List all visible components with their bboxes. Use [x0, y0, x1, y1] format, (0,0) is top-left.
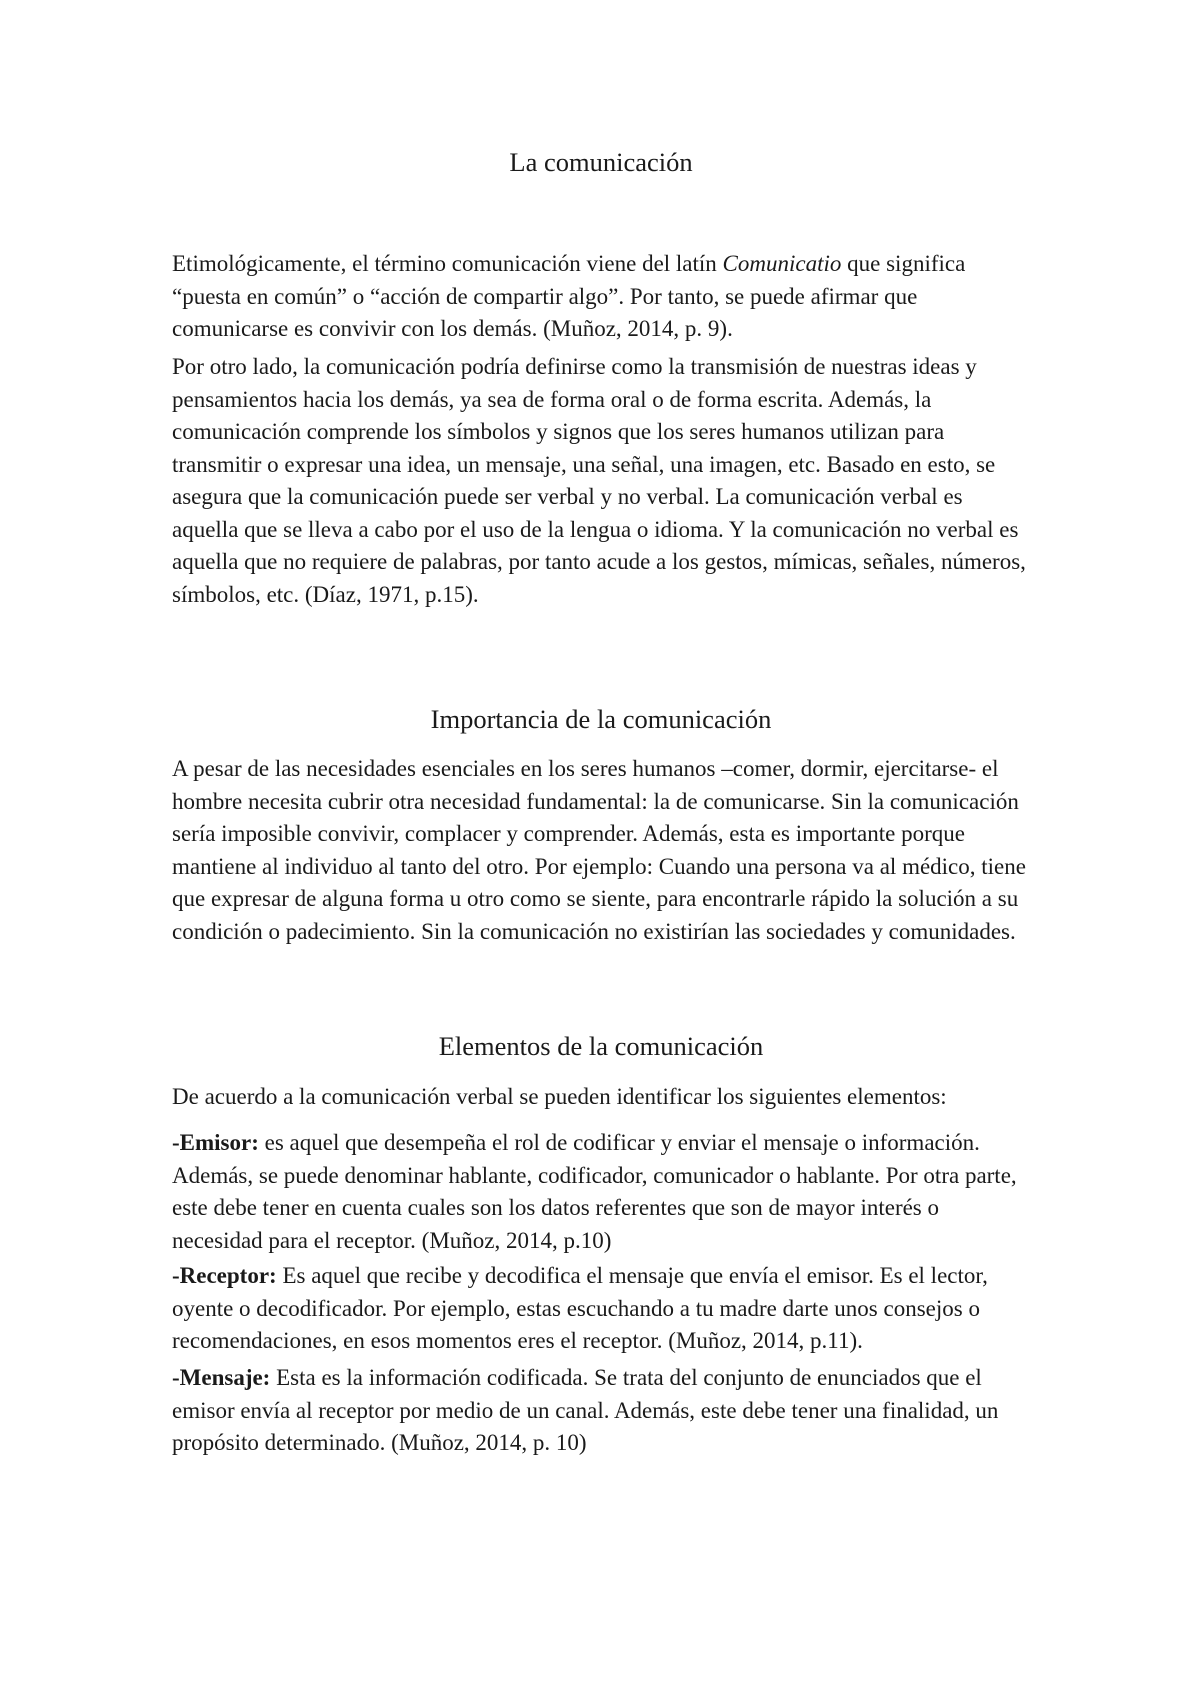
- latin-term: Comunicatio: [722, 251, 842, 276]
- etymology-paragraph: [172, 248, 1030, 346]
- element-term: -Mensaje:: [172, 1365, 271, 1390]
- importance-heading: Importancia de la comunicación: [430, 704, 772, 734]
- element-term: -Emisor:: [172, 1130, 259, 1155]
- element-description: Esta es la información codificada. Se trata del conjunto de enunciados que el emisor envía al receptor por medio de un canal. Además, este debe tener una finalidad, un propósito determinado. (Muñoz, 2014, p. 10): [172, 1365, 999, 1455]
- definition-paragraph: Por otro lado, la comunicación podría definirse como la transmisión de nuestras ideas y pensamientos hacia los demás, ya sea de forma oral o de forma escrita. Además, la comunicación comprende los símbolos y signos que los seres humanos utilizan para transmitir o expresar una idea, un mensaje, una señal, una imagen, etc. Basado en esto, se asegura que la comunicación puede ser verbal y no verbal. La comunicación verbal es aquella que se lleva a cabo por el uso de la lengua o idioma. Y la comunicación no verbal es aquella que no requiere de palabras, por tanto acude a los gestos, mímicas, señales, números, símbolos, etc. (Díaz, 1971, p.15).: [172, 354, 1026, 607]
- element-emisor: [172, 1127, 1030, 1257]
- element-description: es aquel que desempeña el rol de codificar y enviar el mensaje o información. Además, se puede denominar hablante, codificador, comunicador o hablante. Por otra parte, este debe tener en cuenta cuales son los datos referentes que son de mayor interés o necesidad para el receptor. (Muñoz, 2014, p.10): [172, 1130, 1017, 1253]
- document-title: La comunicación: [509, 147, 693, 177]
- etymology-text-end: que significa “puesta en común” o “acción de compartir algo”. Por tanto, se puede afirmar que comunicarse es convivir con los demás. (Muñoz, 2014, p. 9).: [172, 251, 966, 341]
- element-term: -Receptor:: [172, 1263, 277, 1288]
- element-mensaje: [172, 1362, 1030, 1460]
- element-receptor: [172, 1260, 1030, 1358]
- elements-intro-paragraph: De acuerdo a la comunicación verbal se pueden identificar los siguientes elementos:: [172, 1084, 947, 1109]
- element-description: Es aquel que recibe y decodifica el mensaje que envía el emisor. Es el lector, oyente o decodificador. Por ejemplo, estas escuchando a tu madre darte unos consejos o recomendaciones, en esos momentos eres el receptor. (Muñoz, 2014, p.11).: [172, 1263, 988, 1353]
- importance-paragraph: A pesar de las necesidades esenciales en los seres humanos –comer, dormir, ejercitarse- el hombre necesita cubrir otra necesidad fundamental: la de comunicarse. Sin la comunicación sería imposible convivir, complacer y comprender. Además, esta es importante porque mantiene al individuo al tanto del otro. Por ejemplo: Cuando una persona va al médico, tiene que expresar de alguna forma u otro como se siente, para encontrarle rápido la solución a su condición o padecimiento. Sin la comunicación no existirían las sociedades y comunidades.: [172, 756, 1026, 944]
- etymology-text-start: Etimológicamente, el término comunicación viene del latín: [172, 251, 723, 276]
- elements-heading: Elementos de la comunicación: [438, 1031, 764, 1061]
